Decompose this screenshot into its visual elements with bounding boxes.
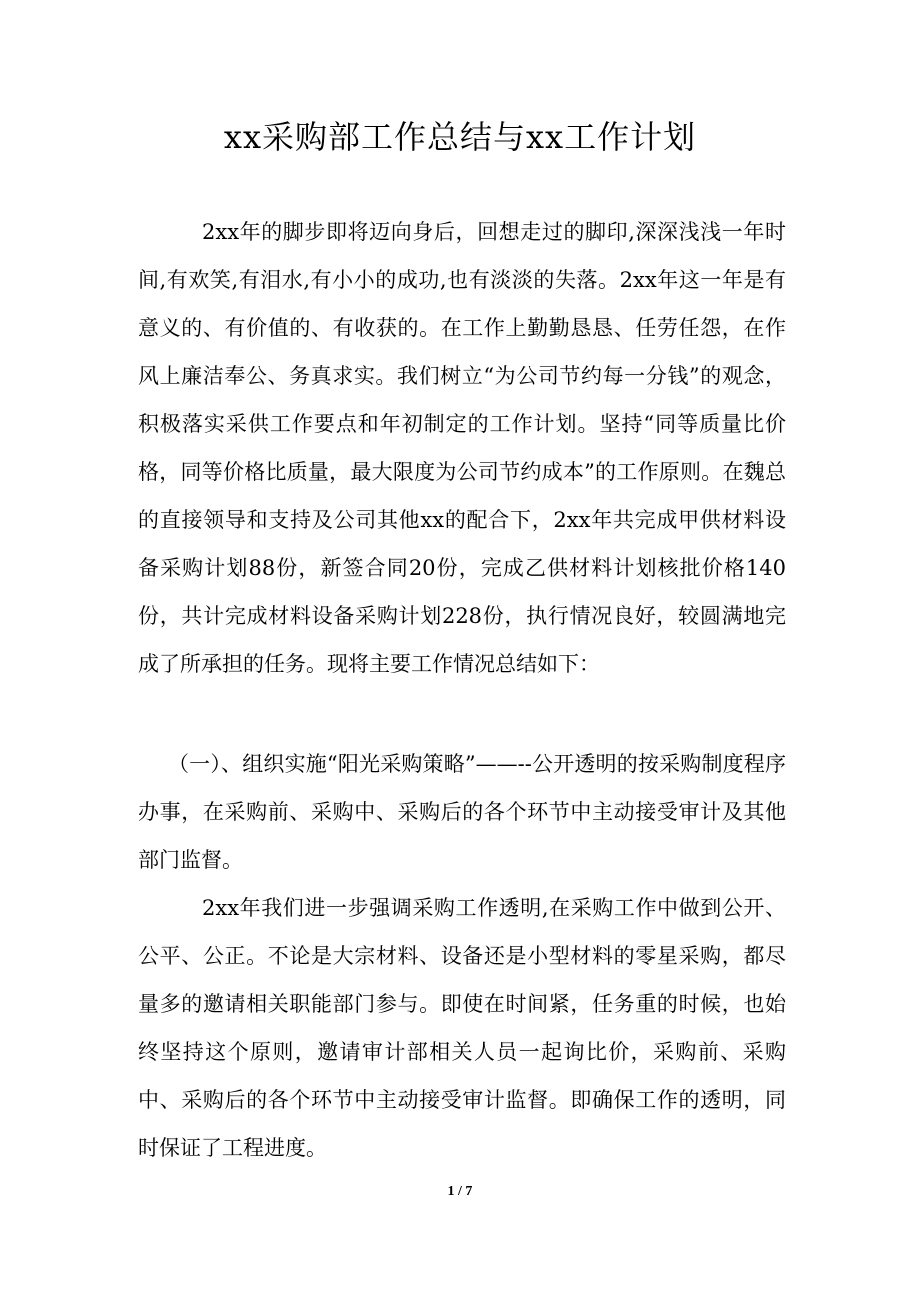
- paragraph-section-one-body: 2xx年我们进一步强调采购工作透明,在采购工作中做到公开、公平、公正。不论是大宗材料、设备还是小型材料的零星采购，都尽量多的邀请相关职能部门参与。即使在时间紧，任务重的时候，也始终坚持这个原则，邀请审计部相关人员一起询比价，采购前、采购中、采购后的各个环节中主动接受审计监督。即确保工作的透明，同时保证了工程进度。: [138, 896, 786, 1160]
- paragraph-section-one-heading: （一）、组织实施“阳光采购策略”——--公开透明的按采购制度程序办事，在采购前、采购中、采购后的各个环节中主动接受审计及其他部门监督。: [138, 752, 786, 872]
- paragraph-intro: 2xx年的脚步即将迈向身后，回想走过的脚印,深深浅浅一年时间,有欢笑,有泪水,有小小的成功,也有淡淡的失落。2xx年这一年是有意义的、有价值的、有收获的。在工作上勤勤恳恳、任劳任怨，在作风上廉洁奉公、务真求实。我们树立“为公司节约每一分钱”的观念，积极落实采供工作要点和年初制定的工作计划。坚持“同等质量比价格，同等价格比质量，最大限度为公司节约成本”的工作原则。在魏总的直接领导和支持及公司其他xx的配合下，2xx年共完成甲供材料设备采购计划88份，新签合同20份，完成乙供材料计划核批价格140份，共计完成材料设备采购计划228份，执行情况良好，较圆满地完成了所承担的任务。现将主要工作情况总结如下：: [138, 220, 786, 676]
- page-number: 1 / 7: [447, 1184, 473, 1199]
- document-title: xx采购部工作总结与xx工作计划: [223, 118, 697, 156]
